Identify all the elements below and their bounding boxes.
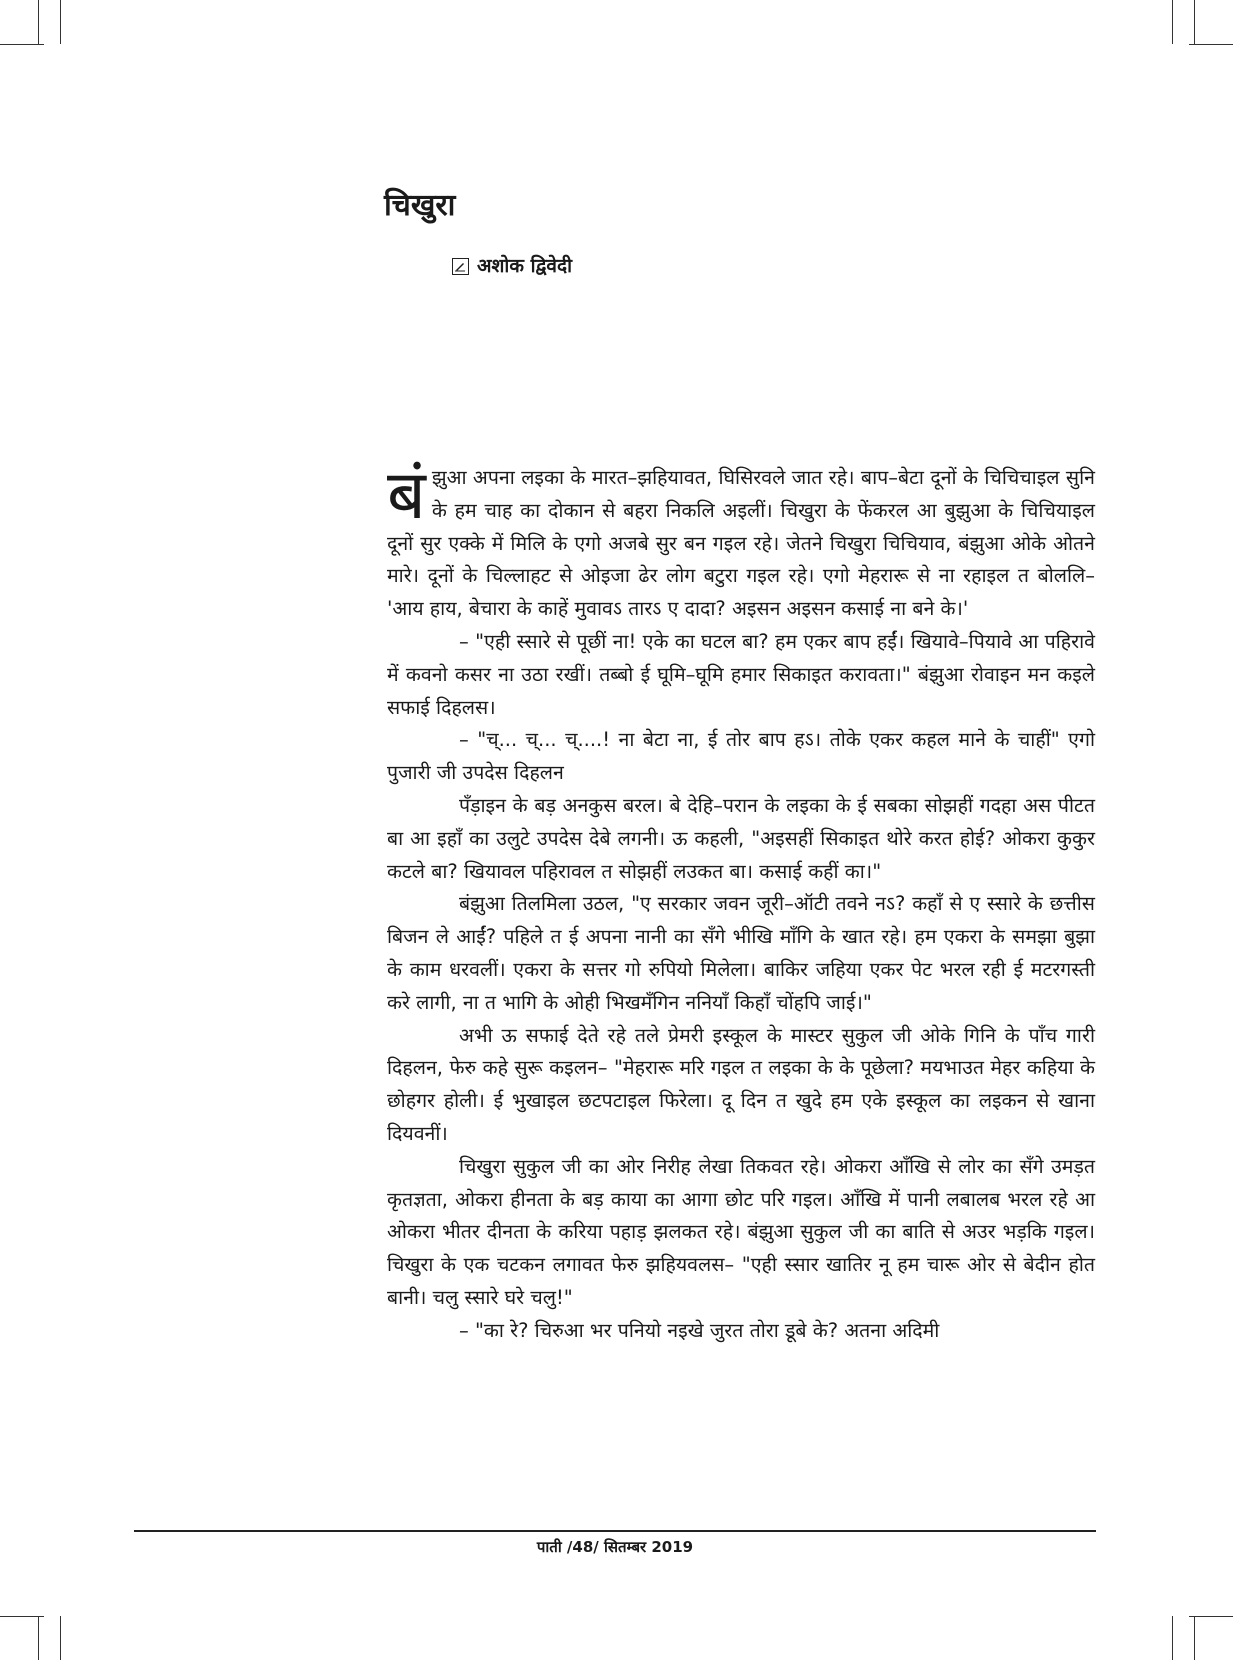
paragraph xyxy=(387,456,1095,626)
crop-mark xyxy=(1189,44,1233,45)
author-name: अशोक द्विवेदी xyxy=(477,255,572,277)
crop-mark xyxy=(60,1616,61,1660)
paragraph: अभी ऊ सफाई देते रहे तले प्रेमरी इस्कूल के मास्टर सुकुल जी ओके गिनि के पाँच गारी दिहलन, फेरु कहे सुरू कइलन– "मेहरारू मरि गइल त लइका के के पूछेला? मयभाउत मेहर कहिया के छोहगर होली। ई भुखाइल छटपटाइल फिरेला। दू दिन त खुदे हम एके इस्कूल का लइकन से खाना दियवनीं। xyxy=(387,1023,1095,1145)
paragraph: – "एही स्सारे से पूछीं ना! एके का घटल बा? हम एकर बाप हईं। खियावे–पियावे आ पहिरावे में कवनो कसर ना उठा रखीं। तब्बो ई घूमि–घूमि हमार सिकाइत करावता।" बंझुआ रोवाइन मन कइले सफाई दिहलस। xyxy=(387,629,1095,719)
paragraph: चिखुरा सुकुल जी का ओर निरीह लेखा तिकवत रहे। ओकरा आँखि से लोर का सँगे उमड़त कृतज्ञता, ओकरा हीनता के बड़ काया का आगा छोट परि गइल। आँखि में पानी लबालब भरल रहे आ ओकरा भीतर दीनता के करिया पहाड़ झलकत रहे। बंझुआ सुकुल जी का बाति से अउर भड़कि गइल। चिखुरा के एक चटकन लगावत फेरु झहियवलस– "एही स्सार खातिर नू हम चारू ओर से बेदीन होत बानी। चलु स्सारे घरे चलु!" xyxy=(387,1154,1095,1309)
crop-mark xyxy=(38,1616,39,1660)
paragraph: पँड़ाइन के बड़ अनकुस बरल। बे देहि–परान के लइका के ई सबका सोझहीं गदहा अस पीटत बा आ इहाँ का उलुटे उपदेस देबे लगनी। ऊ कहली, "अइसहीं सिकाइत थोरे करत होई? ओकरा कुकुर कटले बा? खियावल पहिरावल त सोझहीं लउकत बा। कसाई कहीं का।" xyxy=(387,793,1095,883)
paragraph: बंझुआ तिलमिला उठल, "ए सरकार जवन जूरी–ऑटी तवने नऽ? कहाँ से ए स्सारे के छत्तीस बिजन ले आईं? पहिले त ई अपना नानी का सँगे भीखि माँगि के खात रहे। हम एकरा के समझा बुझा के काम धरवलीं। एकरा के सत्तर गो रुपियो मिलेला। बाकिर जहिया एकर पेट भरल रही ई मटरगस्ती करे लागी, ना त भागि के ओही भिखमँगिन ननियाँ किहाँ चोंहपि जाई।" xyxy=(387,892,1095,1014)
crop-mark xyxy=(1172,1616,1173,1660)
crop-mark xyxy=(1194,1616,1195,1660)
crop-mark xyxy=(38,0,39,44)
drop-cap: बं xyxy=(387,456,426,535)
page-footer: पाती /48/ सितम्बर 2019 xyxy=(536,1538,694,1556)
pen-icon xyxy=(452,258,469,275)
paragraph: – "का रे? चिरुआ भर पनियो नइखे जुरत तोरा डूबे के? अतना अदिमी xyxy=(459,1318,940,1342)
crop-mark xyxy=(60,0,61,44)
paragraph-text: झुआ अपना लइका के मारत–झहियावत, घिसिरवले जात रहे। बाप–बेटा दूनों के चिचिचाइल सुनि के हम चाह का दोकान से बहरा निकलि अइलीं। चिखुरा के फेंकरल आ बुझुआ के चिचियाइल दूनों सुर एक्के में मिलि के एगो अजबे सुर बन गइल रहे। जेतने चिखुरा चिचियाव, बंझुआ ओके ओतने मारे। दूनों के चिल्लाहट से ओइजा ढेर लोग बटुरा गइल रहे। एगो मेहरारू से ना रहाइल त बोललि– 'आय हाय, बेचारा के काहें मुवावऽ तारऽ ए दादा? अइसन अइसन कसाई ना बने के।' xyxy=(387,466,1095,621)
article-body xyxy=(387,456,1095,1348)
crop-mark xyxy=(0,44,44,45)
article-title: चिखुरा xyxy=(384,188,456,223)
crop-mark xyxy=(1189,1616,1233,1617)
paragraph: – "च्... च्... च्....! ना बेटा ना, ई तोर बाप हऽ। तोके एकर कहल माने के चाहीं" एगो पुजारी जी उपदेस दिहलन xyxy=(387,728,1095,785)
crop-mark xyxy=(1194,0,1195,44)
byline xyxy=(452,254,572,278)
footer-rule xyxy=(134,1530,1096,1532)
crop-mark xyxy=(1172,0,1173,44)
